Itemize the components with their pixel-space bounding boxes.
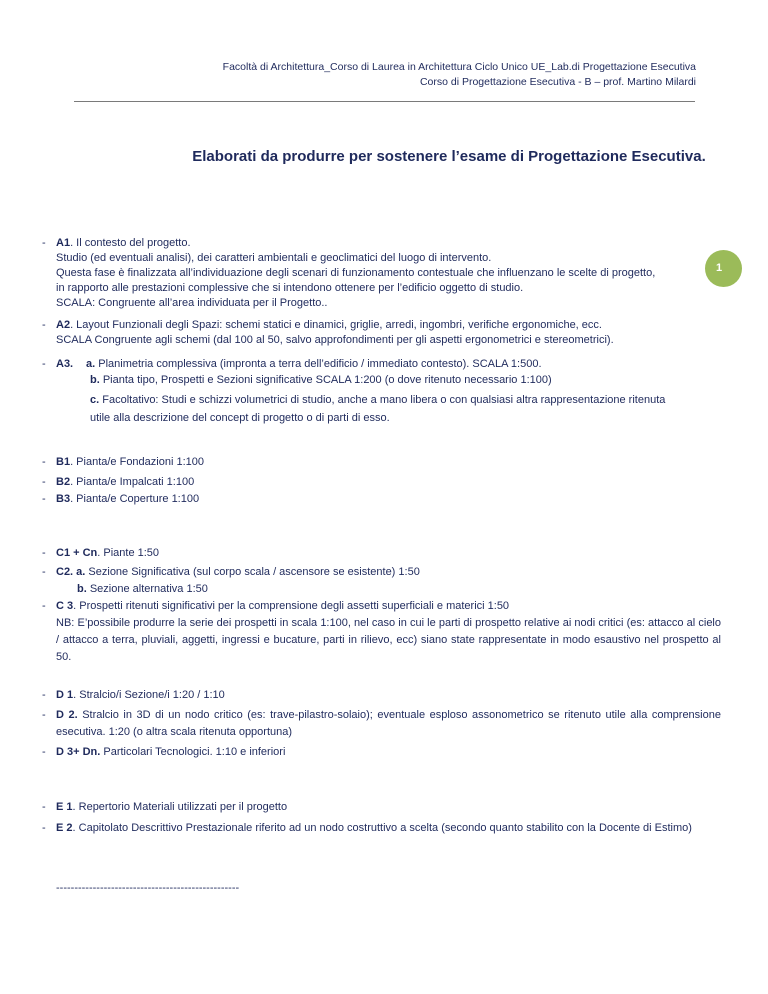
sub-text-a: Sezione Significativa (sul corpo scala / ascensore se esistente) 1:50 <box>85 566 420 578</box>
item-code: C2. a. <box>56 566 86 578</box>
item-b3 <box>42 492 200 507</box>
sub-label-a: a. <box>86 358 96 370</box>
item-code: E 2 <box>56 822 73 834</box>
sub-label-b: b. <box>77 583 87 595</box>
item-text: . Piante 1:50 <box>97 547 160 559</box>
item-code: A1 <box>56 237 71 249</box>
bullet-dash: - <box>42 822 46 834</box>
sub-text-c-cont: utile alla descrizione del concept di progetto o di parti di esso. <box>90 412 390 424</box>
item-code: A2 <box>56 319 71 331</box>
item-note: NB: E’possibile produrre la serie dei prospetti in scala 1:100, nel caso in cui le parti di prospetto relative ai nodi critici (es: attacco al cielo / attacco a terra, pluviali, aggetti, ingressi e bucature, parti in rilievo, ecc) siano state rappresentate in modo esaustivo nel prospetto al 50. <box>56 617 721 663</box>
item-text: . Capitolato Descrittivo Prestazionale riferito ad un nodo costruttivo a scelta (secondo quanto stabilito con la Docente di Estimo) <box>72 822 692 834</box>
item-code: B2 <box>56 476 71 488</box>
sub-text-a: Planimetria complessiva (impronta a terra dell’edificio / immediato contesto). SCALA 1:500. <box>95 358 542 370</box>
sub-text-b: Pianta tipo, Prospetti e Sezioni significative SCALA 1:200 (o dove ritenuto necessario 1:100) <box>99 374 552 386</box>
page-title: Elaborati da produrre per sostenere l’esame di Progettazione Esecutiva. <box>192 148 706 165</box>
bullet-dash: - <box>42 547 46 559</box>
item-heading: . Il contesto del progetto. <box>70 237 191 249</box>
bullet-dash: - <box>42 319 46 331</box>
bullet-dash: - <box>42 801 46 813</box>
bullet-dash: - <box>42 476 46 488</box>
item-text: . Pianta/e Fondazioni 1:100 <box>70 456 204 468</box>
item-d1 <box>42 688 225 703</box>
sub-label-c: c. <box>90 394 100 406</box>
document-header <box>223 60 696 90</box>
item-text: . Prospetti ritenuti significativi per la comprensione degli assetti superficiali e materici 1:50 <box>73 600 510 612</box>
sub-text-c: Facoltativo: Studi e schizzi volumetrici di studio, anche a mano libera o con qualsiasi altra rappresentazione ritenuta <box>99 394 666 406</box>
item-code: D 1 <box>56 689 74 701</box>
item-code: C 3 <box>56 600 74 612</box>
item-line: SCALA Congruente agli schemi (dal 100 al 50, salvo approfondimenti per gli aspetti ergonometrici e stereometrici). <box>56 334 614 346</box>
item-text: . Layout Funzionali degli Spazi: schemi statici e dinamici, griglie, arredi, ingombri, verifiche ergonomiche, ecc. <box>70 319 602 331</box>
item-code: D 3+ Dn. <box>56 746 101 758</box>
item-d2 <box>42 707 721 741</box>
item-line: Studio (ed eventuali analisi), dei caratteri ambientali e geoclimatici del luogo di intervento. <box>56 252 492 264</box>
bullet-dash: - <box>42 493 46 505</box>
item-text: . Pianta/e Coperture 1:100 <box>70 493 200 505</box>
sub-text-b: Sezione alternativa 1:50 <box>86 583 208 595</box>
item-e2 <box>42 820 721 837</box>
item-text: . Repertorio Materiali utilizzati per il progetto <box>72 801 288 813</box>
item-a2 <box>42 318 716 348</box>
item-code: D 2. <box>56 709 78 721</box>
item-text: . Stralcio/i Sezione/i 1:20 / 1:10 <box>73 689 225 701</box>
page-number-badge: 1 <box>705 250 742 287</box>
closing-separator: -------------------------------------------------- <box>56 882 240 894</box>
bullet-dash: - <box>42 456 46 468</box>
bullet-dash: - <box>42 237 46 249</box>
sub-label-b: b. <box>90 374 100 386</box>
item-line: in rapporto alle prestazioni complessive che si intendono ottenere per l’edificio oggetto di studio. <box>56 282 524 294</box>
item-text: Stralcio in 3D di un nodo critico (es: trave-pilastro-solaio); eventuale esploso assonometrico se ritenuto utile alla comprensione esecutiva. 1:20 (o altra scala ritenuta opportuna) <box>56 709 721 738</box>
header-line-course: Corso di Progettazione Esecutiva - B – prof. Martino Milardi <box>419 76 696 88</box>
header-divider <box>74 101 695 102</box>
item-code: B1 <box>56 456 71 468</box>
item-line: SCALA: Congruente all’area individuata per il Progetto.. <box>56 297 328 309</box>
item-text: . Pianta/e Impalcati 1:100 <box>70 476 195 488</box>
bullet-dash: - <box>42 689 46 701</box>
item-text: Particolari Tecnologici. 1:10 e inferiori <box>100 746 286 758</box>
item-line: Questa fase è finalizzata all’individuazione degli scenari di funzionamento contestuale che influenzano le scelte di progetto, <box>56 267 656 279</box>
item-code: A3. <box>56 358 74 370</box>
bullet-dash: - <box>42 358 46 370</box>
item-a3 <box>42 356 736 427</box>
item-c1 <box>42 546 160 561</box>
item-c2 <box>42 564 420 598</box>
item-b1 <box>42 455 204 470</box>
header-line-faculty: Facoltà di Architettura_Corso di Laurea in Architettura Ciclo Unico UE_Lab.di Progettazione Esecutiva <box>222 61 696 73</box>
bullet-dash: - <box>42 600 46 612</box>
item-d3 <box>42 745 286 760</box>
item-code: C1 + Cn <box>56 547 98 559</box>
item-code: E 1 <box>56 801 73 813</box>
item-code: B3 <box>56 493 71 505</box>
item-a1 <box>42 236 706 311</box>
bullet-dash: - <box>42 746 46 758</box>
item-b2 <box>42 475 195 490</box>
bullet-dash: - <box>42 709 46 721</box>
item-c3 <box>42 598 721 666</box>
bullet-dash: - <box>42 566 46 578</box>
item-e1 <box>42 800 288 815</box>
